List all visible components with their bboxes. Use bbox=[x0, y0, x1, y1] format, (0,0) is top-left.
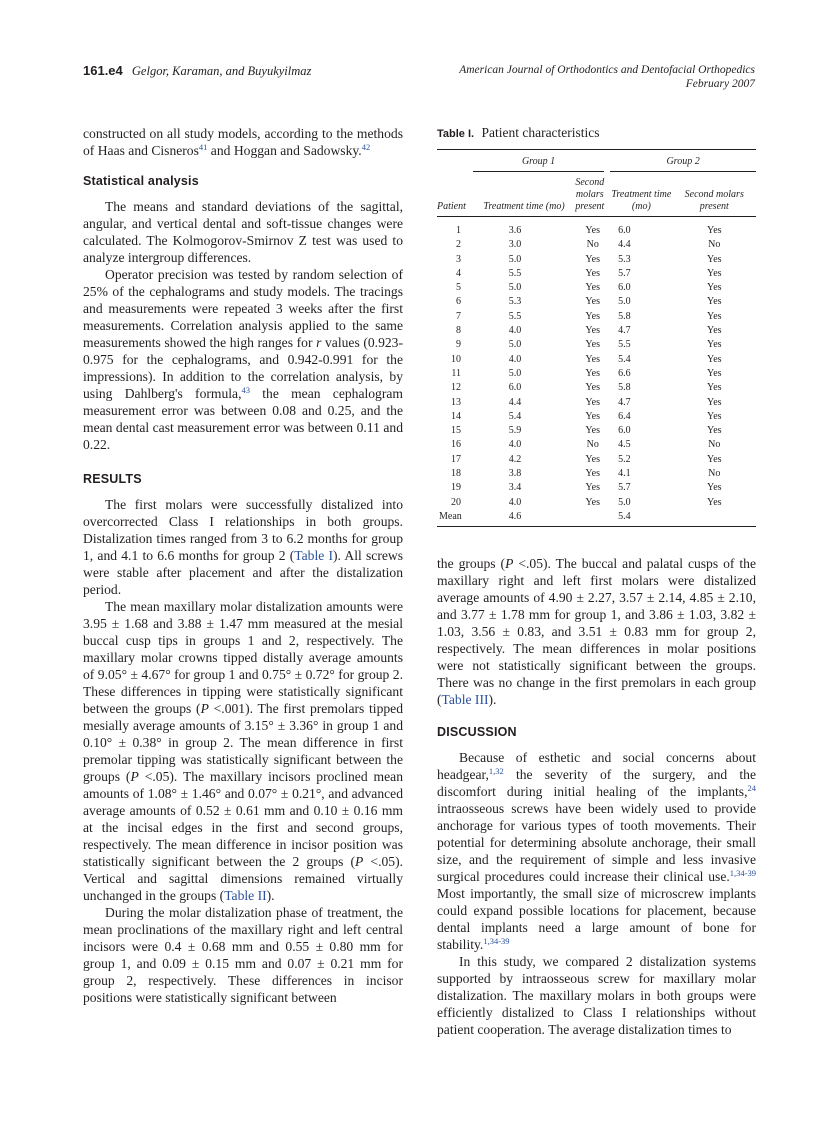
cell-g2-time: 4.7 bbox=[618, 325, 631, 337]
cell-g1-molars: Yes bbox=[585, 296, 600, 308]
table-row bbox=[437, 310, 756, 324]
cell-g2-molars: Yes bbox=[706, 496, 722, 508]
cell-g2-time: 5.0 bbox=[618, 296, 631, 308]
cell-g2-time: 5.5 bbox=[618, 339, 631, 351]
running-header-left bbox=[83, 63, 311, 79]
cell-g2-molars: Yes bbox=[706, 367, 722, 379]
cell-g2-time: 5.3 bbox=[618, 253, 631, 265]
cell-patient: 14 bbox=[451, 410, 461, 422]
col-header-g2-time: Treatment time (mo) bbox=[610, 172, 672, 217]
cell-g1-time: 5.0 bbox=[508, 253, 522, 265]
cell-patient: 15 bbox=[451, 425, 461, 437]
cell-g1-molars: Yes bbox=[585, 453, 600, 465]
cell-g1-time: 5.3 bbox=[508, 296, 522, 308]
cell-patient: 6 bbox=[456, 296, 461, 308]
table-column-header-row bbox=[437, 172, 756, 217]
cell-g2-time: 5.8 bbox=[618, 310, 631, 322]
cell-g1-molars: Yes bbox=[585, 282, 600, 294]
group-2-header: Group 2 bbox=[610, 150, 756, 172]
cell-g1-molars: Yes bbox=[585, 382, 600, 394]
running-authors: Gelgor, Karaman, and Buyukyilmaz bbox=[131, 64, 312, 78]
cell-mean-label: Mean bbox=[437, 510, 473, 527]
cell-g1-time: 4.4 bbox=[508, 396, 522, 408]
cell-g2-time: 6.4 bbox=[618, 410, 631, 422]
page-number: 161.e4 bbox=[83, 63, 123, 78]
cell-g2-time: 5.2 bbox=[618, 453, 631, 465]
cell-g2-time: 5.0 bbox=[618, 496, 631, 508]
stat-paragraph-2: Operator precision was tested by random selection of 25% of the cephalograms and study models. The tracings and measurements were repeated 3 weeks after the first measurements. Correlation analysis applied to the same measurements showed the high ranges for r values (0.923-0.975 for the cephalograms, and 0.942-0.991 for the impressions). In addition to the correlation analysis, by using Dahlberg's formula,$^{43}$ the mean cephalogram measurement error was between 0.08 and 0.25, and the mean dental cast measurement error was between 0.11 and 0.22. bbox=[83, 267, 403, 452]
data-table bbox=[437, 149, 756, 527]
table-row bbox=[437, 353, 756, 367]
table-row bbox=[437, 438, 756, 452]
col-header-g2-molars: Second molars present bbox=[673, 172, 756, 217]
table-row bbox=[437, 381, 756, 395]
cell-g2-time: 5.4 bbox=[618, 353, 631, 365]
cell-g2-molars: Yes bbox=[706, 339, 722, 351]
cell-g1-time: 4.0 bbox=[508, 353, 522, 365]
cell-g1-molars: Yes bbox=[585, 496, 600, 508]
cell-g1-time: 4.0 bbox=[508, 439, 522, 451]
cell-patient: 16 bbox=[451, 439, 461, 451]
table-row bbox=[437, 396, 756, 410]
cell-g1-time: 3.4 bbox=[508, 482, 522, 494]
cell-g2-time: 4.1 bbox=[618, 468, 631, 480]
heading-discussion: DISCUSSION bbox=[437, 725, 517, 739]
table-body bbox=[437, 217, 756, 527]
cell-g1-time: 4.0 bbox=[508, 325, 522, 337]
table-row bbox=[437, 217, 756, 239]
cell-g1-molars: Yes bbox=[585, 410, 600, 422]
cell-patient: 4 bbox=[456, 267, 461, 279]
right-column bbox=[437, 555, 756, 1038]
cell-empty bbox=[575, 510, 610, 527]
table-row bbox=[437, 410, 756, 424]
cell-g1-time: 4.2 bbox=[508, 453, 522, 465]
cell-g1-molars: Yes bbox=[585, 325, 600, 337]
cell-g1-molars: Yes bbox=[585, 482, 600, 494]
cell-g1-molars: No bbox=[586, 439, 599, 451]
cell-g2-molars: Yes bbox=[706, 453, 722, 465]
group-1-header: Group 1 bbox=[473, 150, 605, 172]
cell-g1-time: 5.5 bbox=[508, 310, 522, 322]
running-header-right bbox=[459, 63, 755, 91]
cell-g1-time: 5.5 bbox=[508, 267, 522, 279]
cell-g2-molars: Yes bbox=[706, 353, 722, 365]
table-row bbox=[437, 253, 756, 267]
table-row bbox=[437, 238, 756, 252]
journal-name: American Journal of Orthodontics and Dentofacial Orthopedics bbox=[459, 64, 755, 76]
cell-g1-molars: Yes bbox=[585, 267, 600, 279]
cell-g1-time: 5.9 bbox=[508, 425, 522, 437]
table-mean-row bbox=[437, 510, 756, 527]
cell-g2-mean: 5.4 bbox=[610, 510, 672, 527]
table-row bbox=[437, 453, 756, 467]
cell-g1-time: 3.6 bbox=[508, 225, 522, 236]
table-group-header-row bbox=[437, 150, 756, 172]
cell-g1-molars: No bbox=[586, 239, 599, 251]
cell-g2-time: 4.4 bbox=[618, 239, 631, 251]
table-row bbox=[437, 281, 756, 295]
cell-g2-molars: No bbox=[708, 239, 721, 251]
cell-patient: 17 bbox=[451, 453, 461, 465]
heading-results: RESULTS bbox=[83, 472, 142, 486]
cell-g1-time: 4.0 bbox=[508, 496, 522, 508]
table-label: Table I. bbox=[437, 128, 475, 140]
cell-g2-molars: Yes bbox=[706, 382, 722, 394]
table-row bbox=[437, 295, 756, 309]
cell-g2-time: 4.7 bbox=[618, 396, 631, 408]
cell-patient: 5 bbox=[456, 282, 461, 294]
cell-g2-molars: Yes bbox=[706, 396, 722, 408]
cell-g1-molars: Yes bbox=[585, 339, 600, 351]
cell-g2-time: 5.7 bbox=[618, 267, 631, 279]
cell-g1-molars: Yes bbox=[585, 253, 600, 265]
cell-patient: 3 bbox=[456, 253, 461, 265]
issue-date: February 2007 bbox=[685, 78, 755, 90]
cell-g1-molars: Yes bbox=[585, 225, 600, 236]
cell-g2-molars: Yes bbox=[706, 282, 722, 294]
cell-g2-molars: No bbox=[708, 468, 721, 480]
stat-paragraph-1: The means and standard deviations of the sagittal, angular, and vertical dental and soft-tissue changes were calculated. The Kolmogorov-Smirnov Z test was used to analyze intergroup differences. bbox=[83, 199, 403, 265]
table-caption bbox=[437, 125, 756, 141]
table-row bbox=[437, 338, 756, 352]
cell-g2-molars: Yes bbox=[706, 425, 722, 437]
cell-g1-molars: Yes bbox=[585, 310, 600, 322]
cell-patient: 12 bbox=[451, 382, 461, 394]
cell-g2-molars: Yes bbox=[706, 296, 722, 308]
cell-patient: 10 bbox=[451, 353, 461, 365]
col-header-g1-time: Treatment time (mo) bbox=[473, 172, 575, 217]
left-column bbox=[83, 125, 403, 1006]
cell-g1-molars: Yes bbox=[585, 396, 600, 408]
table-title: Patient characteristics bbox=[481, 125, 600, 140]
cell-g2-molars: Yes bbox=[706, 225, 722, 236]
col-header-g1-molars: Second molars present bbox=[575, 172, 604, 217]
cell-g1-mean: 4.6 bbox=[473, 510, 575, 527]
table-row bbox=[437, 496, 756, 510]
results-paragraph-3: During the molar distalization phase of treatment, the mean proclinations of the maxillary right and left central incisors were 0.4 ± 0.68 mm and 0.55 ± 0.80 mm for group 1, and 0.09 ± 0.15 mm and 0.07 ± 0.21 mm for group 2, respectively. These differences in incisor positions were statistically significant between bbox=[83, 905, 403, 1005]
cell-patient: 1 bbox=[456, 225, 461, 236]
cell-g1-molars: Yes bbox=[585, 425, 600, 437]
table-patient-characteristics bbox=[437, 125, 756, 527]
cell-g1-molars: Yes bbox=[585, 468, 600, 480]
cell-patient: 20 bbox=[451, 496, 461, 508]
cell-g2-time: 5.8 bbox=[618, 382, 631, 394]
heading-statistical-analysis: Statistical analysis bbox=[83, 174, 199, 188]
cell-patient: 11 bbox=[451, 367, 461, 379]
cell-g2-molars: Yes bbox=[706, 253, 722, 265]
table-row bbox=[437, 267, 756, 281]
discussion-paragraph-1: Because of esthetic and social concerns about headgear,$^{1,32}$ the severity of the surgery, and the discomfort during initial healing of the implants,$^{24}$ intraosseous screws have been widely used to provide anchorage for various types of tooth movements. Their potential for determining absolute anchorage, their small size, and the requirement of simple and less invasive surgical procedures could increase their clinical use.$^{1,34-39}$ Most importantly, the small size of microscrew implants could expand possible locations for placement, because dental implants need a large amount of bone for stability.$^{1,34-39}$ bbox=[437, 750, 756, 952]
cell-g2-time: 5.7 bbox=[618, 482, 631, 494]
cell-patient: 13 bbox=[451, 396, 461, 408]
cell-patient: 19 bbox=[451, 482, 461, 494]
cell-g1-time: 5.0 bbox=[508, 339, 522, 351]
discussion-paragraph-2: In this study, we compared 2 distalization systems supported by intraosseous screw for maxillary molar distalization. The maxillary molars in both groups were efficiently distalized to Class I relationships without patient cooperation. The average distalization times to bbox=[437, 954, 756, 1037]
cell-patient: 2 bbox=[456, 239, 461, 251]
cell-g2-time: 6.0 bbox=[618, 282, 631, 294]
cell-g2-time: 6.0 bbox=[618, 425, 631, 437]
cell-g1-molars: Yes bbox=[585, 353, 600, 365]
table-row bbox=[437, 467, 756, 481]
cell-patient: 18 bbox=[451, 468, 461, 480]
table-row bbox=[437, 481, 756, 495]
cell-patient: 7 bbox=[456, 310, 461, 322]
cell-g2-molars: Yes bbox=[706, 482, 722, 494]
cell-g1-time: 5.0 bbox=[508, 367, 522, 379]
cell-empty bbox=[673, 510, 756, 527]
cell-g2-time: 6.0 bbox=[618, 225, 631, 236]
cell-g1-time: 3.0 bbox=[508, 239, 522, 251]
results-paragraph-2: The mean maxillary molar distalization amounts were 3.95 ± 1.68 and 3.88 ± 1.47 mm measured at the mesial buccal cusp tips in groups 1 and 2, respectively. The maxillary molar crowns tipped distally average amounts of 9.05° ± 4.67° for group 1 and 0.75° ± 0.72° for group 2. These differences in tipping were statistically significant between the groups (P <.001). The first premolars tipped mesially average amounts of 3.15° ± 3.36° in group 1 and 0.10° ± 0.38° in group 2. The mean difference in first premolar tipping was statistically significant between the groups (P <.05). The maxillary incisors proclined mean amounts of 1.08° ± 1.46° and 0.07° ± 0.21°, and advanced average amounts of 0.52 ± 0.61 mm and 0.10 ± 0.16 mm at the incisal edges in the first and second groups, respectively. The mean difference in incisor position was statistically significant between the 2 groups (P <.05). Vertical and sagittal dimensions remained virtually unchanged in the groups (Table II). bbox=[83, 599, 403, 903]
continued-paragraph: the groups (P <.05). The buccal and palatal cusps of the maxillary right and left first molars were distalized average amounts of 4.90 ± 2.27, 3.57 ± 2.14, 4.85 ± 2.10, and 3.77 ± 1.78 mm for group 1, and 3.86 ± 1.03, 3.82 ± 1.03, 3.56 ± 0.83, and 3.51 ± 0.83 mm for group 2, respectively. The mean differences in molar positions were not statistically significant between the groups. There was no change in the first premolars in each group (Table III). bbox=[437, 556, 756, 707]
col-header-patient: Patient bbox=[437, 172, 473, 217]
cell-patient: 8 bbox=[456, 325, 461, 337]
cell-g2-molars: Yes bbox=[706, 310, 722, 322]
results-paragraph-1: The first molars were successfully distalized into overcorrected Class I relationships in both groups. Distalization times ranged from 3 to 6.2 months for group 1, and 4.1 to 6.6 months for group 2 (Table I). All screws were stable after placement and after the distalization period. bbox=[83, 497, 404, 597]
cell-g2-molars: Yes bbox=[706, 325, 722, 337]
cell-patient: 9 bbox=[456, 339, 461, 351]
table-row bbox=[437, 324, 756, 338]
table-row bbox=[437, 367, 756, 381]
cell-g1-time: 3.8 bbox=[508, 468, 522, 480]
cell-g1-time: 5.0 bbox=[508, 282, 522, 294]
intro-paragraph: constructed on all study models, according to the methods of Haas and Cisneros$^{41}$ and Hoggan and Sadowsky.$^{42}$ bbox=[83, 126, 403, 158]
cell-g2-time: 6.6 bbox=[618, 367, 631, 379]
cell-g2-molars: No bbox=[708, 439, 721, 451]
cell-g2-time: 4.5 bbox=[618, 439, 631, 451]
cell-g2-molars: Yes bbox=[706, 410, 722, 422]
cell-g1-time: 5.4 bbox=[508, 410, 522, 422]
cell-g1-time: 6.0 bbox=[508, 382, 522, 394]
cell-g1-molars: Yes bbox=[585, 367, 600, 379]
table-row bbox=[437, 424, 756, 438]
cell-g2-molars: Yes bbox=[706, 267, 722, 279]
